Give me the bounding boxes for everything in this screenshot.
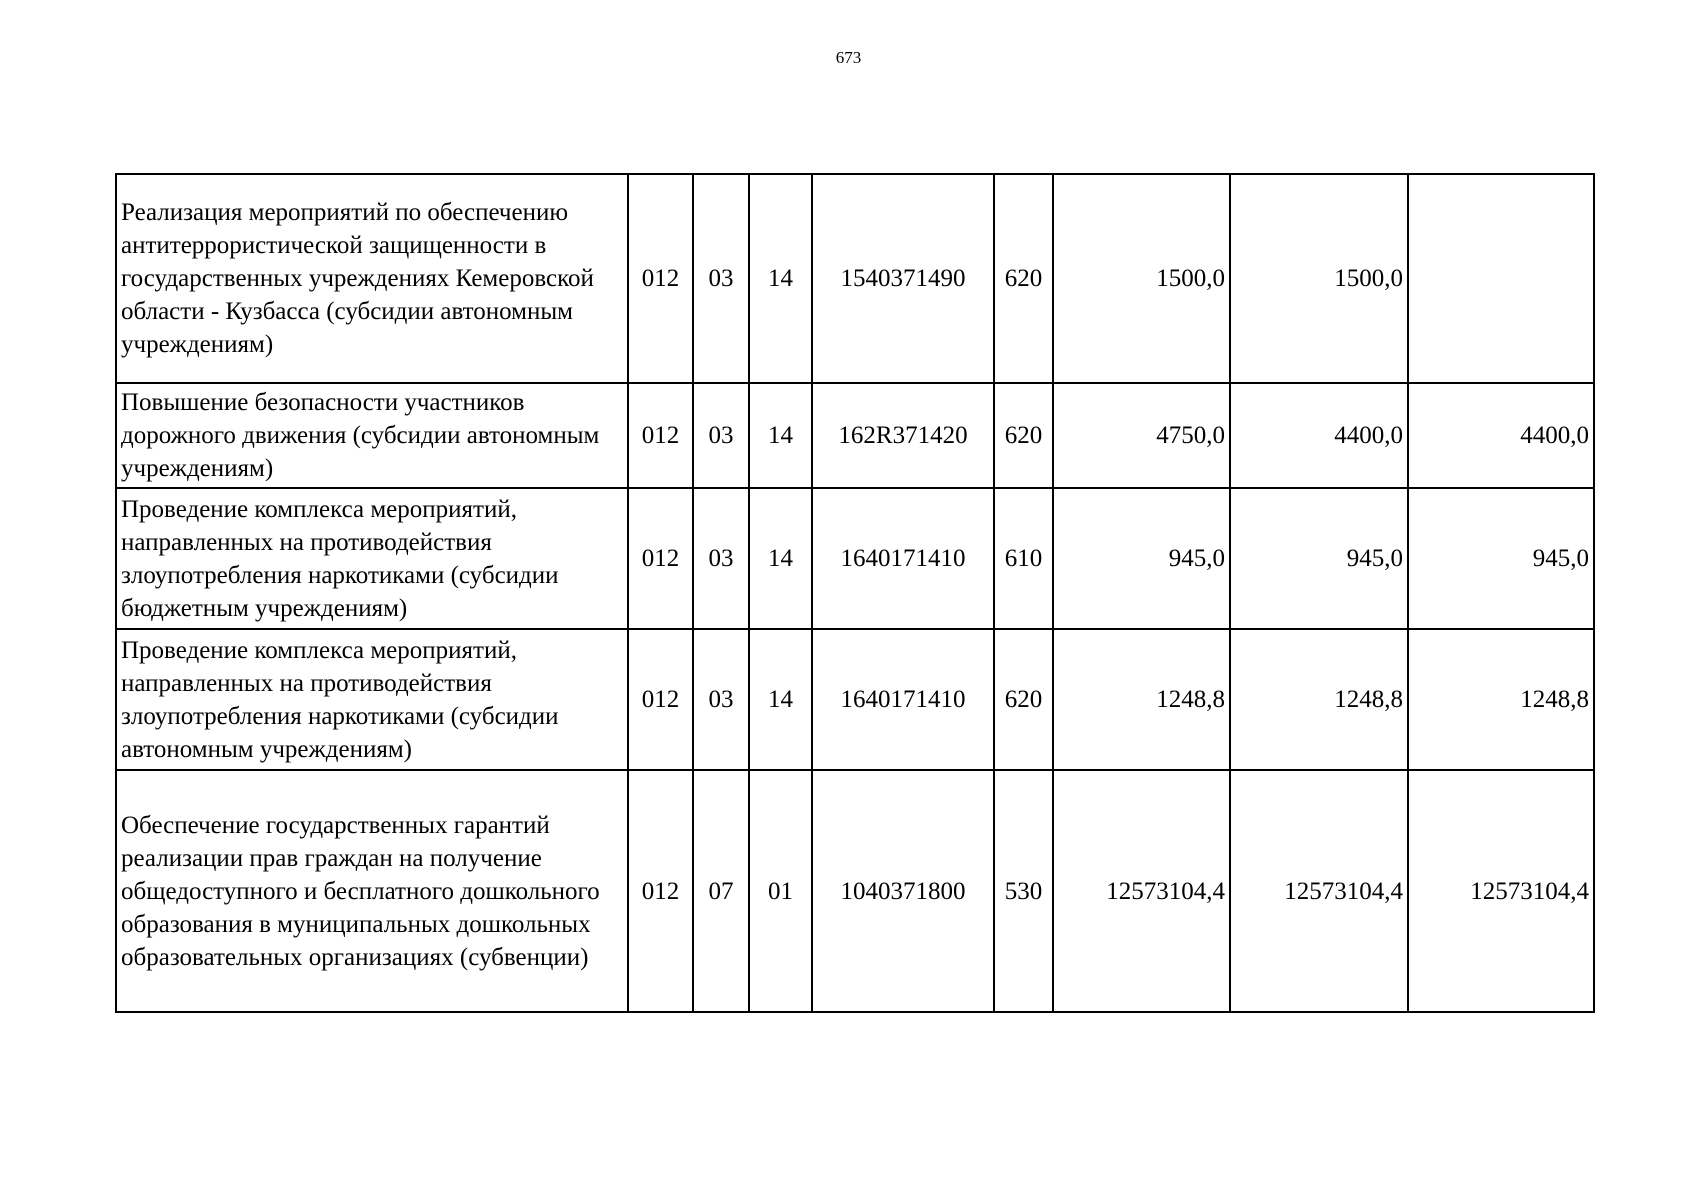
amount-1: 945,0 — [1053, 488, 1230, 629]
table-row — [116, 488, 1594, 629]
amount-2: 1248,8 — [1230, 629, 1408, 770]
ministry-code: 012 — [628, 629, 693, 770]
amount-2: 1500,0 — [1230, 174, 1408, 383]
subsection-code: 14 — [749, 488, 812, 629]
amount-2: 4400,0 — [1230, 383, 1408, 488]
amount-1: 4750,0 — [1053, 383, 1230, 488]
amount-3: 12573104,4 — [1408, 770, 1594, 1012]
ministry-code: 012 — [628, 174, 693, 383]
amount-1: 1248,8 — [1053, 629, 1230, 770]
target-article-code: 162R371420 — [812, 383, 994, 488]
budget-table — [115, 173, 1595, 1013]
row-description: Повышение безопасности участников дорожного движения (субсидии автономным учреждениям) — [116, 383, 628, 488]
target-article-code: 1040371800 — [812, 770, 994, 1012]
amount-2: 12573104,4 — [1230, 770, 1408, 1012]
amount-3: 1248,8 — [1408, 629, 1594, 770]
target-article-code: 1540371490 — [812, 174, 994, 383]
subsection-code: 14 — [749, 629, 812, 770]
amount-3 — [1408, 174, 1594, 383]
expense-type-code: 620 — [994, 383, 1053, 488]
amount-1: 1500,0 — [1053, 174, 1230, 383]
section-code: 03 — [693, 488, 749, 629]
section-code: 07 — [693, 770, 749, 1012]
amount-1: 12573104,4 — [1053, 770, 1230, 1012]
ministry-code: 012 — [628, 770, 693, 1012]
expense-type-code: 610 — [994, 488, 1053, 629]
table-row — [116, 383, 1594, 488]
target-article-code: 1640171410 — [812, 629, 994, 770]
ministry-code: 012 — [628, 488, 693, 629]
subsection-code: 01 — [749, 770, 812, 1012]
page-number: 673 — [835, 48, 862, 67]
section-code: 03 — [693, 174, 749, 383]
section-code: 03 — [693, 383, 749, 488]
expense-type-code: 620 — [994, 629, 1053, 770]
ministry-code: 012 — [628, 383, 693, 488]
row-description: Реализация мероприятий по обеспечению антитеррористической защищенности в государственных учреждениях Кемеровской области - Кузбасса (субсидии автономным учреждениям) — [116, 174, 628, 383]
subsection-code: 14 — [749, 383, 812, 488]
expense-type-code: 530 — [994, 770, 1053, 1012]
amount-2: 945,0 — [1230, 488, 1408, 629]
row-description: Проведение комплекса мероприятий, направленных на противодействия злоупотребления наркотиками (субсидии автономным учреждениям) — [116, 629, 628, 770]
expense-type-code: 620 — [994, 174, 1053, 383]
subsection-code: 14 — [749, 174, 812, 383]
row-description: Обеспечение государственных гарантий реализации прав граждан на получение общедоступного и бесплатного дошкольного образования в муниципальных дошкольных образовательных организациях (субвенции) — [116, 770, 628, 1012]
target-article-code: 1640171410 — [812, 488, 994, 629]
table-row — [116, 174, 1594, 383]
amount-3: 945,0 — [1408, 488, 1594, 629]
amount-3: 4400,0 — [1408, 383, 1594, 488]
table-row — [116, 629, 1594, 770]
row-description: Проведение комплекса мероприятий, направленных на противодействия злоупотребления наркотиками (субсидии бюджетным учреждениям) — [116, 488, 628, 629]
table-row — [116, 770, 1594, 1012]
section-code: 03 — [693, 629, 749, 770]
